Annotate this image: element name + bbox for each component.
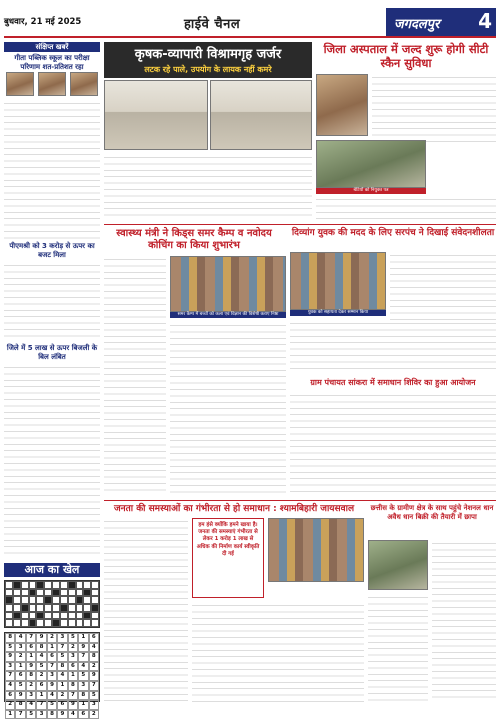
divyang-body-right <box>390 252 496 330</box>
paper-title: हाईवे चैनल <box>184 17 241 32</box>
official-portrait <box>316 74 368 136</box>
appointment-event-photo <box>316 140 426 188</box>
brief-body-1 <box>4 100 100 240</box>
paddy-raid-headline: छत्तीस के ग्रामीण क्षेत्र के साथ पहुंचे नेशनल धान अवैध धान बिक्री की तैयारी में छापा <box>370 504 494 521</box>
summer-camp-caption: समर कैम्प में बच्चों को कला एवं विज्ञान की विशेषी कराए निष्ठा <box>170 312 286 318</box>
camp-headline: ग्राम पंचायत सांकरा में समाधान शिविर का हुआ आयोजन <box>310 378 476 387</box>
divyang-body-bottom <box>290 320 496 374</box>
rest-house-photo-2 <box>210 80 312 150</box>
divider-rule-2 <box>104 500 496 501</box>
brief-body-2 <box>4 262 100 342</box>
quote-box <box>192 518 264 598</box>
issue-date: बुधवार, 21 मई 2025 <box>4 17 82 27</box>
brief-news-tag: संक्षिप्त खबरें <box>4 42 100 52</box>
student-photo-3 <box>70 72 98 96</box>
brief-headline-1: गीता पब्लिक स्कूल का परीक्षा परिणाम शत-प्रतिशत रहा <box>14 54 90 71</box>
brief-headline-3: जिले में 5 लाख से ऊपर बिजली के बिल लंबित <box>6 344 98 361</box>
health-body-left <box>104 256 166 496</box>
raid-body-left <box>368 594 428 702</box>
hospital-photo-caption: बेटियों को नियुक्त पत्र <box>316 188 426 194</box>
masthead <box>4 4 496 38</box>
minister-visit-photo <box>268 518 364 582</box>
section-name: जगदलपुर <box>394 17 440 32</box>
camp-body <box>290 392 496 496</box>
puzzle-tag: आज का खेल <box>4 563 100 577</box>
raid-body-right <box>432 540 496 702</box>
divider-rule <box>104 224 496 225</box>
feature-headline: कृषक-व्यापारी विश्रामगृह जर्जर <box>134 47 282 62</box>
section-banner <box>386 8 496 36</box>
hospital-headline: जिला अस्पताल में जल्द शुरू होगी सीटी स्कैन सुविधा <box>323 42 489 70</box>
divyang-headline: दिव्यांग युवक की मदद के लिए सरपंच ने दिखाई संवेदनशीलता <box>291 228 495 238</box>
paddy-stock-photo <box>368 540 428 590</box>
hospital-body-bottom <box>316 196 496 220</box>
public-problems-headline: जनता की समस्याओं का गंभीरता से हो समाधान : श्यामबिहारी जायसवाल <box>113 504 355 514</box>
sarpanch-caption: युवक को सहायता देकर सम्मान किया <box>290 310 386 316</box>
feature-body <box>104 154 312 220</box>
quote-text: हम हंसे क्योंकि हमने खाया है। जनता की समस्याएं गंभीरता से लेकर 1 करोड़ 1 लाख से अधिक की निर्माण कार्य स्वीकृति दी गई <box>196 522 260 557</box>
problems-body-left <box>104 518 188 702</box>
health-minister-headline: स्वास्थ्य मंत्री ने किड्स समर कैम्प व नवोदय कोचिंग का किया शुभारंभ <box>116 228 272 251</box>
brief-body-3 <box>4 364 100 559</box>
rest-house-photo-1 <box>104 80 208 150</box>
brief-headline-2: पीएमश्री को 3 करोड़ से ऊपर का बजट मिला <box>9 242 95 259</box>
summer-camp-photo <box>170 256 286 312</box>
student-photo-1 <box>6 72 34 96</box>
student-photo-2 <box>38 72 66 96</box>
page-number: 4 <box>478 9 492 33</box>
feature-subhead: लटक रहे पाले, उपयोग के लायक नहीं कमरे <box>144 65 272 74</box>
sudoku-grid: 8 4 7 9 2 3 5 1 6 5 3 6 8 1 7 2 9 4 9 2 1 4 6 5 3 7 8 3 1 9 5 7 8 6 4 2 7 6 8 2 3 4 1 5 9 4 5 2 6 9 1 8 3 7 6 9 3 1 4 2 7 8 5 2 8 4 7 5 6 9 1 3 1 7 5 3 8 9 4 6 2 <box>4 632 100 702</box>
crossword-grid <box>4 580 100 628</box>
sarpanch-photo <box>290 252 386 310</box>
health-body-right <box>170 322 286 496</box>
feature-headline-banner <box>104 42 312 78</box>
problems-body-right <box>192 602 364 702</box>
hospital-body-top <box>372 74 496 144</box>
